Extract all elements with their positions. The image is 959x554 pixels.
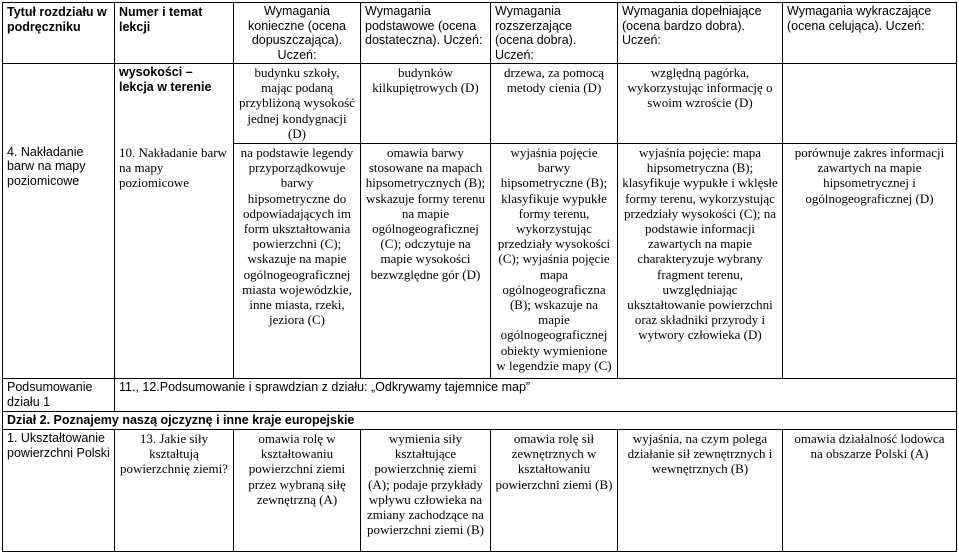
section-row (3, 412, 957, 430)
header-chapter-title: Tytuł rozdziału w podręczniku (3, 3, 115, 64)
table-cell (783, 64, 957, 144)
table-cell: 13. Jakie siły kształtują powierzchnię ziemi? (115, 430, 234, 552)
table-cell: omawia rolę sił zewnętrznych w kształtowaniu powierzchni ziemi (B) (491, 430, 618, 552)
table-cell: porównuje zakres informacji zawartych na mapie hipsometrycznej i ogólnogeograficznej (D) (783, 144, 957, 379)
table-cell: wyjaśnia pojęcie barwy hipsometryczne (B); klasyfikuje wypukłe formy terenu, wykorzystując przedziały wysokości (C); wyjaśnia pojęcie mapa ogólnogeograficzna (B); wskazuje na mapie ogólnogeograficznej obiekty wymienione w legendzie mapy (C) (491, 144, 618, 379)
summary-row (3, 379, 957, 412)
table-cell: Podsumowanie działu 1 (3, 379, 115, 412)
section-title: Dział 2. Poznajemy naszą ojczyznę i inne kraje europejskie (3, 412, 957, 430)
table-cell: drzewa, za pomocą metody cienia (D) (491, 64, 618, 144)
table-cell: wyjaśnia pojęcie: mapa hipsometryczna (B); klasyfikuje wypukłe i wklęsłe formy terenu, wykorzystując przedziały wysokości (C); na podstawie informacji zawartych na mapie charakteryzuje wybrany fragment terenu, uwzględniając ukształtowanie powierzchni oraz składniki przyrody i wytwory człowieka (D) (618, 144, 783, 379)
lesson-title: 10. Nakładanie barw na mapy poziomicowe (119, 144, 227, 190)
header-exceeding: Wymagania wykraczające (ocena celująca). Uczeń: (783, 3, 957, 64)
table-cell: 4. Nakładanie barw na mapy poziomicowe (3, 144, 115, 379)
table-cell: 1. Ukształtowanie powierzchni Polski (3, 430, 115, 552)
table-cell: omawia barwy stosowane na mapach hipsometrycznych (B); wskazuje formy terenu na mapie ogólnogeograficznej (C); odczytuje na mapie wysokości bezwzględne gór (D) (361, 144, 491, 379)
header-required: Wymagania konieczne (ocena dopuszczająca). Uczeń: (234, 3, 361, 64)
table-cell: budynków kilkupiętrowych (D) (361, 64, 491, 144)
header-basic: Wymagania podstawowe (ocena dostateczna). Uczeń: (361, 3, 491, 64)
table-cell (115, 144, 234, 379)
table-cell: na podstawie legendy przyporządkowuje barwy hipsometryczne do odpowiadających im form ukształtowania powierzchni (C); wskazuje na mapie ogólnogeograficznej miasta wojewódzkie, inne miasta, rzeki, jeziora (C) (234, 144, 361, 379)
summary-text: 11., 12.Podsumowanie i sprawdzian z działu: „Odkrywamy tajemnice map” (115, 379, 957, 412)
table-cell: wymienia siły kształtujące powierzchnię ziemi (A); podaje przykłady wpływu człowieka na zmiany zachodzące na powierzchni ziemi (B) (361, 430, 491, 552)
table-cell: względną pagórka, wykorzystując informację o swoim wzroście (D) (618, 64, 783, 144)
table-cell: budynku szkoły, mając podaną przybliżoną wysokość jednej kondygnacji (D) (234, 64, 361, 144)
table-row (3, 430, 957, 552)
header-lesson-number: Numer i temat lekcji (115, 3, 234, 64)
header-extended: Wymagania rozszerzające (ocena dobra). Uczeń: (491, 3, 618, 64)
header-complementary: Wymagania dopełniające (ocena bardzo dobra). Uczeń: (618, 3, 783, 64)
table-row (3, 64, 957, 144)
curriculum-table (2, 2, 957, 552)
table-cell: omawia działalność lodowca na obszarze Polski (A) (783, 430, 957, 552)
table-cell: omawia rolę w kształtowaniu powierzchni ziemi przez wybraną siłę zewnętrzną (A) (234, 430, 361, 552)
table-cell (3, 64, 115, 144)
table-row (3, 144, 957, 379)
header-row (3, 3, 957, 64)
table-cell: wyjaśnia, na czym polega działanie sił zewnętrznych i wewnętrznych (B) (618, 430, 783, 552)
table-cell: wysokości – lekcja w terenie (115, 64, 234, 144)
